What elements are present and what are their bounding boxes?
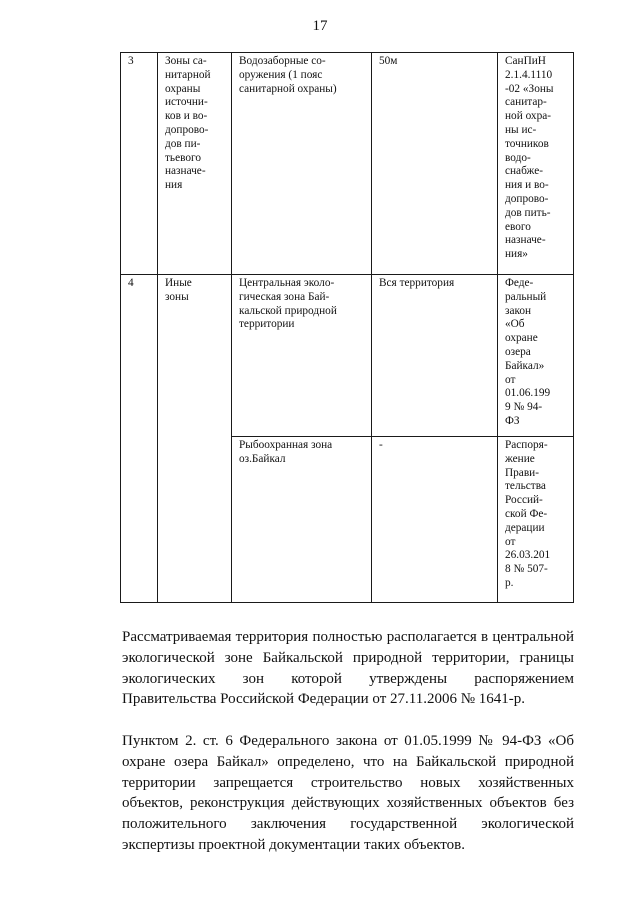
extent-cell: 50м — [372, 53, 498, 275]
paragraph-2: Пунктом 2. ст. 6 Федерального закона от 01.05.1999 № 94-ФЗ «Об охране озера Байкал» определено, что на Байкальской природной территории запрещается строительство новых хозяйственных объектов, реконструкция действующих хозяйственных объектов без положительного заключения государственной экологической экспертизы проектной документации таких объектов. — [122, 733, 574, 853]
paragraph-1: Рассматриваемая территория полностью располагается в центральной экологической зоне Байкальской природной территории, границы экологических зон которой утверждены распоряжением Правительства Российской Федерации от 27.11.2006 № 1641-р. — [122, 629, 574, 708]
table-row — [121, 275, 574, 437]
zone-type-cell: Иные зоны — [158, 275, 232, 603]
object-cell: Центральная эколо- гическая зона Бай- кальской природной территории — [232, 275, 372, 437]
object-cell: Рыбоохранная зона оз.Байкал — [232, 437, 372, 603]
zones-table — [120, 52, 574, 603]
extent-cell: Вся территория — [372, 275, 498, 437]
extent-cell: - — [372, 437, 498, 603]
table-row — [121, 53, 574, 275]
object-cell: Водозаборные со- оружения (1 пояс санитарной охраны) — [232, 53, 372, 275]
zone-type-cell: Зоны са- нитарной охраны источни- ков и во- допрово- дов пи- тьевого назначе- ния — [158, 53, 232, 275]
row-number: 4 — [121, 275, 158, 603]
page-number: 17 — [312, 18, 328, 34]
row-number: 3 — [121, 53, 158, 275]
regulation-cell: СанПиН 2.1.4.1110 -02 «Зоны санитар- ной охра- ны ис- точников водо- снабже- ния и во- допрово- дов пить- евого назначе- ния» — [498, 53, 574, 275]
regulation-cell: Феде- ральный закон «Об охране озера Байкал» от 01.06.199 9 № 94- ФЗ — [498, 275, 574, 437]
regulation-cell: Распоря- жение Прави- тельства Россий- ской Фе- дерации от 26.03.201 8 № 507- р. — [498, 437, 574, 603]
